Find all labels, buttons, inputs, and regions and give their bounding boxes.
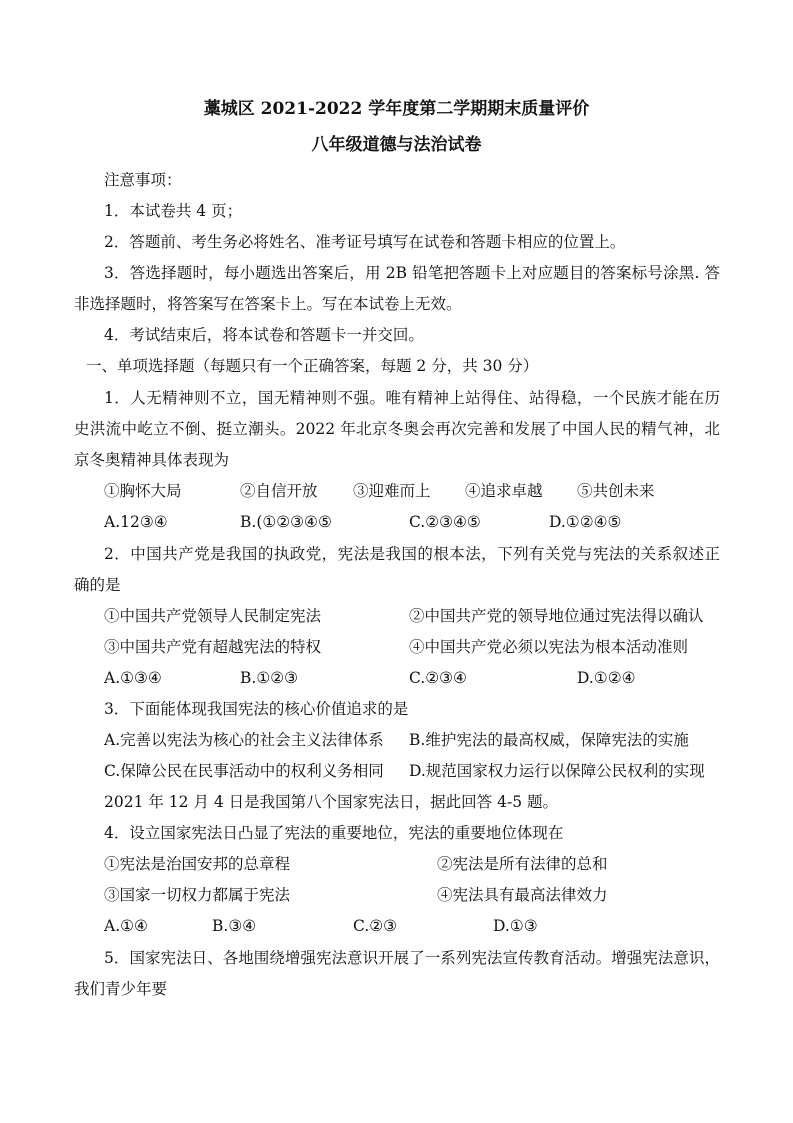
q1-item-4: ④追求卓越	[465, 482, 543, 500]
q2-choice-a: A.①③④	[104, 669, 162, 687]
q3-choice-b: B.维护宪法的最高权威，保障宪法的实施	[409, 731, 689, 749]
note-4: 4．考试结束后，将本试卷和答题卡一并交回。	[104, 326, 424, 344]
q4-choice-d: D.①③	[493, 917, 538, 935]
q1-line2: 史洪流中屹立不倒、挺立潮头。2022 年北京冬奥会再次完善和发展了中国人民的精气神，北	[74, 420, 720, 438]
q1-choice-b: B.(①②③④⑤	[240, 513, 332, 531]
q4-item-1: ①宪法是治国安邦的总章程	[104, 855, 291, 873]
note-2: 2．答题前、考生务必将姓名、准考证号填写在试卷和答题卡相应的位置上。	[104, 233, 626, 251]
q2-choice-d: D.①②④	[577, 669, 636, 687]
q1-item-2: ②自信开放	[240, 482, 318, 500]
note-1: 1．本试卷共 4 页；	[104, 202, 243, 220]
q2-line2: 确的是	[74, 576, 121, 594]
q1-choice-c: C.②③④⑤	[409, 513, 481, 531]
q4-item-4: ④宪法具有最高法律效力	[437, 886, 608, 904]
notes-heading: 注意事项：	[104, 171, 182, 189]
section-heading: 一、单项选择题（每题只有一个正确答案，每题 2 分，共 30 分）	[86, 357, 539, 375]
q2-choice-b: B.①②③	[240, 669, 299, 687]
page-subtitle: 八年级道德与法治试卷	[311, 135, 482, 155]
q2-item-1: ①中国共产党领导人民制定宪法	[104, 607, 322, 625]
q3-line1: 3．下面能体现我国宪法的核心价值追求的是	[104, 700, 409, 718]
q1-line1: 1．人无精神则不立，国无精神则不强。唯有精神上站得住、站得稳，一个民族才能在历	[104, 389, 720, 407]
q1-item-1: ①胸怀大局	[104, 482, 182, 500]
q5-line2: 我们青少年要	[74, 980, 168, 998]
q4-choice-c: C.②③	[353, 917, 398, 935]
q4-item-2: ②宪法是所有法律的总和	[437, 855, 608, 873]
q1-item-3: ③迎难而上	[353, 482, 431, 500]
q2-choice-c: C.②③④	[409, 669, 467, 687]
note-3-line2: 非选择题时，将答案写在答案卡上。写在本试卷上无效。	[74, 295, 462, 313]
q4-choice-a: A.①④	[104, 917, 148, 935]
q1-item-5: ⑤共创未来	[577, 482, 655, 500]
q1-line3: 京冬奥精神具体表现为	[74, 451, 230, 469]
q4-5-intro: 2021 年 12 月 4 日是我国第八个国家宪法日，据此回答 4-5 题。	[104, 793, 558, 811]
q2-item-3: ③中国共产党有超越宪法的特权	[104, 638, 322, 656]
q5-line1: 5．国家宪法日、各地围绕增强宪法意识开展了一系列宪法宣传教育活动。增强宪法意识，	[104, 949, 720, 967]
q4-choice-b: B.③④	[212, 917, 257, 935]
page-title: 藁城区 2021-2022 学年度第二学期期末质量评价	[203, 99, 590, 119]
q3-choice-a: A.完善以宪法为核心的社会主义法律体系	[104, 731, 384, 749]
q2-line1: 2．中国共产党是我国的执政党，宪法是我国的根本法，下列有关党与宪法的关系叙述正	[104, 545, 720, 563]
q3-choice-c: C.保障公民在民事活动中的权利义务相同	[104, 762, 384, 780]
q2-item-2: ②中国共产党的领导地位通过宪法得以确认	[409, 607, 704, 625]
q1-choice-a: A.12③④	[104, 513, 168, 531]
q1-choice-d: D.①②④⑤	[549, 513, 622, 531]
q3-choice-d: D.规范国家权力运行以保障公民权利的实现	[409, 762, 705, 780]
q4-item-3: ③国家一切权力都属于宪法	[104, 886, 291, 904]
q4-line1: 4．设立国家宪法日凸显了宪法的重要地位，宪法的重要地位体现在	[104, 824, 564, 842]
note-3-line1: 3．答选择题时，每小题选出答案后，用 2B 铅笔把答题卡上对应题目的答案标号涂黑. 答	[104, 264, 720, 282]
q2-item-4: ④中国共产党必须以宪法为根本活动准则	[409, 638, 689, 656]
